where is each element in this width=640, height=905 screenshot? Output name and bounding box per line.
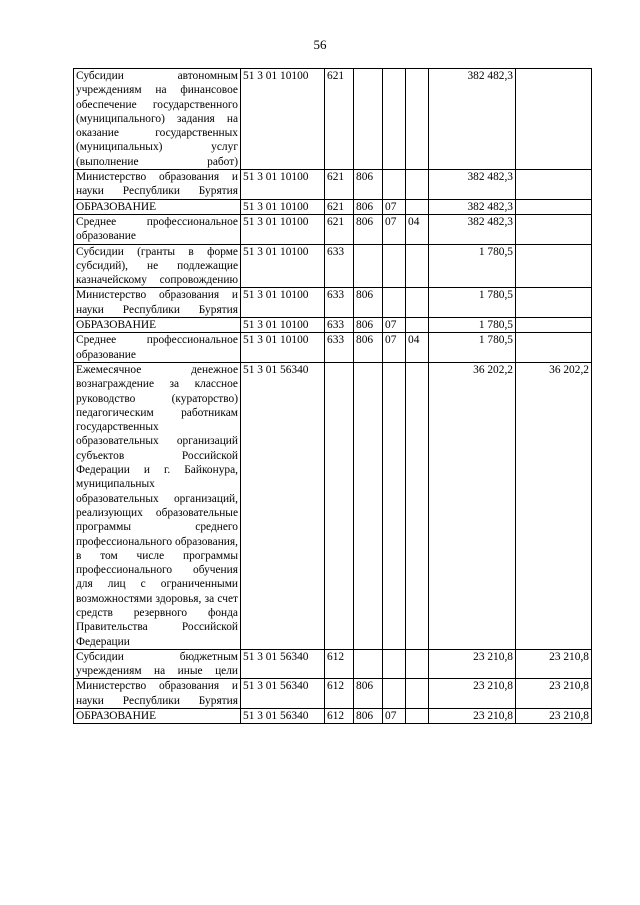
item-name-cell: Субсидии автономным учреждениям на финансовое обеспечение государственного (муниципального) задания на оказание государственных (муниципальных) услуг (выполнение работ): [74, 69, 241, 170]
table-row: [74, 679, 592, 709]
item-name-cell: ОБРАЗОВАНИЕ: [74, 709, 241, 724]
amount-total-cell: 36 202,2: [429, 362, 516, 649]
expense-type-cell: 612: [325, 679, 354, 709]
ministry-code-cell: 806: [354, 709, 383, 724]
target-article-cell: 51 3 01 10100: [241, 333, 325, 363]
item-name-cell: Среднее профессиональное образование: [74, 333, 241, 363]
subsection-code-cell: 04: [406, 214, 429, 244]
subsection-code-cell: [406, 318, 429, 333]
amount-federal-cell: [516, 288, 592, 318]
subsection-code-cell: [406, 288, 429, 318]
subsection-code-cell: [406, 679, 429, 709]
subsection-code-cell: [406, 170, 429, 200]
table-row: [74, 362, 592, 649]
section-code-cell: [383, 69, 406, 170]
amount-federal-cell: [516, 244, 592, 288]
amount-federal-cell: [516, 333, 592, 363]
subsection-code-cell: [406, 244, 429, 288]
amount-total-cell: 1 780,5: [429, 318, 516, 333]
table-row: [74, 244, 592, 288]
expense-type-cell: 633: [325, 333, 354, 363]
subsection-code-cell: [406, 69, 429, 170]
amount-federal-cell: [516, 318, 592, 333]
amount-federal-cell: [516, 69, 592, 170]
amount-total-cell: 382 482,3: [429, 69, 516, 170]
target-article-cell: 51 3 01 56340: [241, 649, 325, 679]
target-article-cell: 51 3 01 10100: [241, 214, 325, 244]
section-code-cell: 07: [383, 199, 406, 214]
amount-total-cell: 23 210,8: [429, 709, 516, 724]
subsection-code-cell: [406, 362, 429, 649]
ministry-code-cell: [354, 362, 383, 649]
budget-table: [73, 68, 592, 724]
expense-type-cell: 612: [325, 709, 354, 724]
table-row: [74, 199, 592, 214]
ministry-code-cell: 806: [354, 170, 383, 200]
amount-total-cell: 382 482,3: [429, 199, 516, 214]
item-name-cell: ОБРАЗОВАНИЕ: [74, 199, 241, 214]
ministry-code-cell: 806: [354, 679, 383, 709]
table-row: [74, 318, 592, 333]
subsection-code-cell: [406, 709, 429, 724]
expense-type-cell: [325, 362, 354, 649]
expense-type-cell: 621: [325, 170, 354, 200]
item-name-cell: Министерство образования и науки Республики Бурятия: [74, 288, 241, 318]
amount-total-cell: 1 780,5: [429, 288, 516, 318]
target-article-cell: 51 3 01 10100: [241, 318, 325, 333]
table-row: [74, 69, 592, 170]
amount-federal-cell: [516, 170, 592, 200]
target-article-cell: 51 3 01 10100: [241, 244, 325, 288]
section-code-cell: [383, 244, 406, 288]
target-article-cell: 51 3 01 10100: [241, 288, 325, 318]
page-number: 56: [313, 37, 327, 52]
expense-type-cell: 612: [325, 649, 354, 679]
section-code-cell: 07: [383, 214, 406, 244]
expense-type-cell: 633: [325, 318, 354, 333]
item-name-cell: Среднее профессиональное образование: [74, 214, 241, 244]
amount-total-cell: 1 780,5: [429, 333, 516, 363]
section-code-cell: 07: [383, 709, 406, 724]
target-article-cell: 51 3 01 10100: [241, 199, 325, 214]
amount-federal-cell: [516, 199, 592, 214]
table-row: [74, 170, 592, 200]
target-article-cell: 51 3 01 10100: [241, 69, 325, 170]
table-row: [74, 288, 592, 318]
expense-type-cell: 621: [325, 199, 354, 214]
expense-type-cell: 633: [325, 244, 354, 288]
ministry-code-cell: 806: [354, 199, 383, 214]
amount-federal-cell: 23 210,8: [516, 649, 592, 679]
ministry-code-cell: 806: [354, 333, 383, 363]
section-code-cell: [383, 362, 406, 649]
ministry-code-cell: 806: [354, 214, 383, 244]
ministry-code-cell: [354, 244, 383, 288]
item-name-cell: Ежемесячное денежное вознаграждение за классное руководство (кураторство) педагогическим работникам государственных образовательных организаций субъектов Российской Федерации и г. Байконура, муниципальных образовательных организаций, реализующих образовательные программы среднего профессионального образования, в том числе программы профессионального обучения для лиц с ограниченными возможностями здоровья, за счет средств резервного фонда Правительства Российской Федерации: [74, 362, 241, 649]
item-name-cell: Субсидии бюджетным учреждениям на иные цели: [74, 649, 241, 679]
item-name-cell: Субсидии (гранты в форме субсидий), не подлежащие казначейскому сопровождению: [74, 244, 241, 288]
expense-type-cell: 633: [325, 288, 354, 318]
ministry-code-cell: [354, 69, 383, 170]
amount-total-cell: 23 210,8: [429, 649, 516, 679]
amount-federal-cell: [516, 214, 592, 244]
expense-type-cell: 621: [325, 69, 354, 170]
item-name-cell: ОБРАЗОВАНИЕ: [74, 318, 241, 333]
amount-total-cell: 382 482,3: [429, 214, 516, 244]
section-code-cell: [383, 679, 406, 709]
ministry-code-cell: [354, 649, 383, 679]
item-name-cell: Министерство образования и науки Республики Бурятия: [74, 170, 241, 200]
amount-total-cell: 23 210,8: [429, 679, 516, 709]
section-code-cell: 07: [383, 333, 406, 363]
subsection-code-cell: [406, 199, 429, 214]
section-code-cell: [383, 170, 406, 200]
target-article-cell: 51 3 01 56340: [241, 362, 325, 649]
table-row: [74, 333, 592, 363]
amount-federal-cell: 23 210,8: [516, 679, 592, 709]
section-code-cell: [383, 649, 406, 679]
ministry-code-cell: 806: [354, 318, 383, 333]
table-row: [74, 214, 592, 244]
amount-total-cell: 1 780,5: [429, 244, 516, 288]
subsection-code-cell: [406, 649, 429, 679]
expense-type-cell: 621: [325, 214, 354, 244]
section-code-cell: 07: [383, 318, 406, 333]
item-name-cell: Министерство образования и науки Республики Бурятия: [74, 679, 241, 709]
section-code-cell: [383, 288, 406, 318]
target-article-cell: 51 3 01 10100: [241, 170, 325, 200]
amount-federal-cell: 23 210,8: [516, 709, 592, 724]
target-article-cell: 51 3 01 56340: [241, 709, 325, 724]
amount-total-cell: 382 482,3: [429, 170, 516, 200]
target-article-cell: 51 3 01 56340: [241, 679, 325, 709]
subsection-code-cell: 04: [406, 333, 429, 363]
table-row: [74, 649, 592, 679]
ministry-code-cell: 806: [354, 288, 383, 318]
amount-federal-cell: 36 202,2: [516, 362, 592, 649]
table-row: [74, 709, 592, 724]
